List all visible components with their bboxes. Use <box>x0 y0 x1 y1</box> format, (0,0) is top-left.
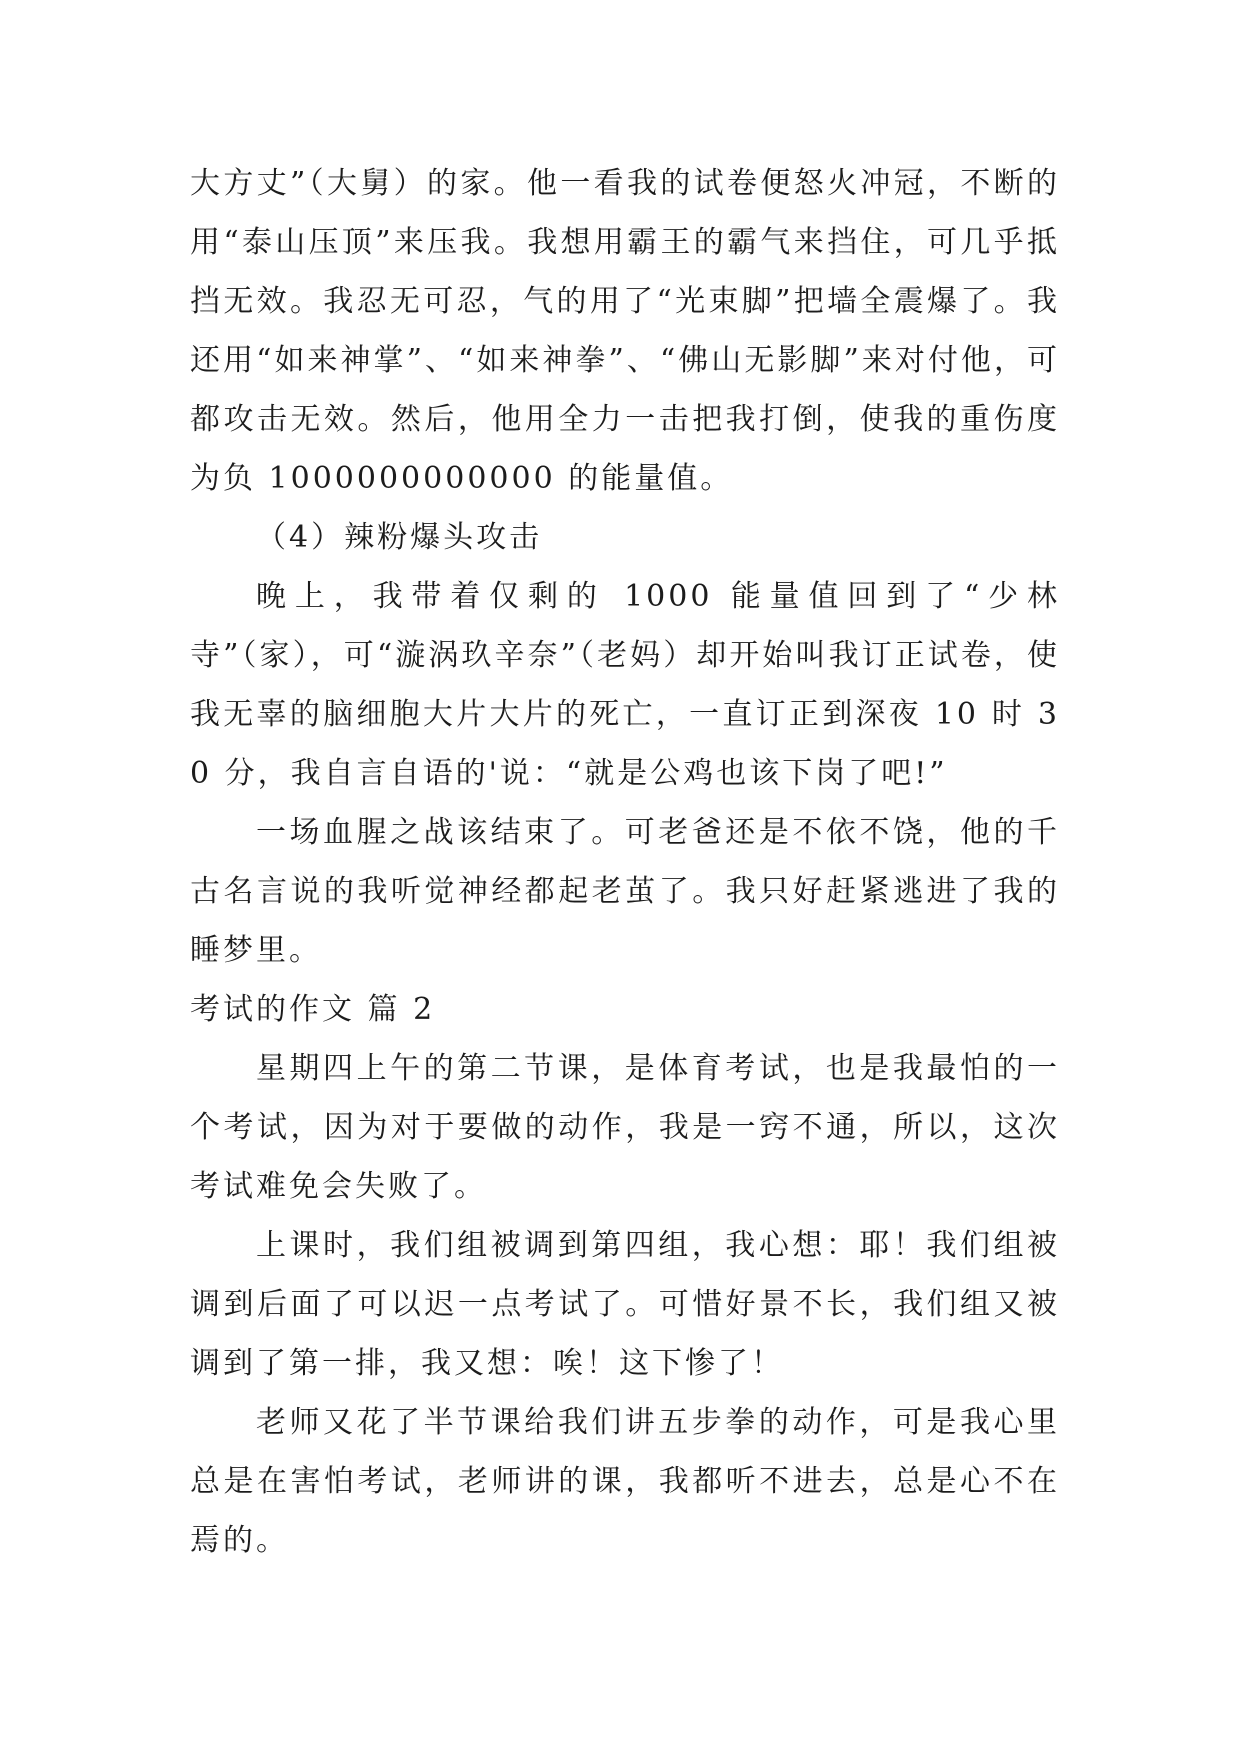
section-subheading-chili-attack: （4）辣粉爆头攻击 <box>256 520 543 555</box>
paragraph-continued-story: 大方丈”（大舅）的家。他一看我的试卷便怒火冲冠，不断的用“泰山压顶”来压我。我想用霸王的霸气来挡住，可几乎抵挡无效。我忍无可忍，气的用了“光束脚”把墙全震爆了。我还用“如来神掌”、“如来神拳”、“佛山无影脚”来对付他，可都攻击无效。然后，他用全力一击把我打倒，使我的重伤度为负 1000000000000 的能量值。 <box>190 166 1060 496</box>
paragraph-ending: 一场血腥之战该结束了。可老爸还是不依不饶，他的千古名言说的我听觉神经都起老茧了。我只好赶紧逃进了我的睡梦里。 <box>190 815 1060 968</box>
paragraph-evening: 晚上，我带着仅剩的 1000 能量值回到了“少林寺”（家），可“漩涡玖辛奈”（老妈）却开始叫我订正试卷，使我无辜的脑细胞大片大片的死亡，一直订正到深夜 10 时 30 分，我自言自语的'说：“就是公鸡也该下岗了吧!” <box>190 579 1060 791</box>
paragraph-teacher-lesson: 老师又花了半节课给我们讲五步拳的动作，可是我心里总是在害怕考试，老师讲的课，我都听不进去，总是心不在焉的。 <box>190 1405 1060 1558</box>
document-body <box>190 154 1060 1570</box>
paragraph-group-change: 上课时，我们组被调到第四组，我心想：耶！我们组被调到后面了可以迟一点考试了。可惜好景不长，我们组又被调到了第一排，我又想：唉！这下惨了！ <box>190 1228 1060 1381</box>
essay-title-part-2: 考试的作文 篇 2 <box>190 992 436 1027</box>
paragraph-pe-exam: 星期四上午的第二节课，是体育考试，也是我最怕的一个考试，因为对于要做的动作，我是一窍不通，所以，这次考试难免会失败了。 <box>190 1051 1060 1204</box>
